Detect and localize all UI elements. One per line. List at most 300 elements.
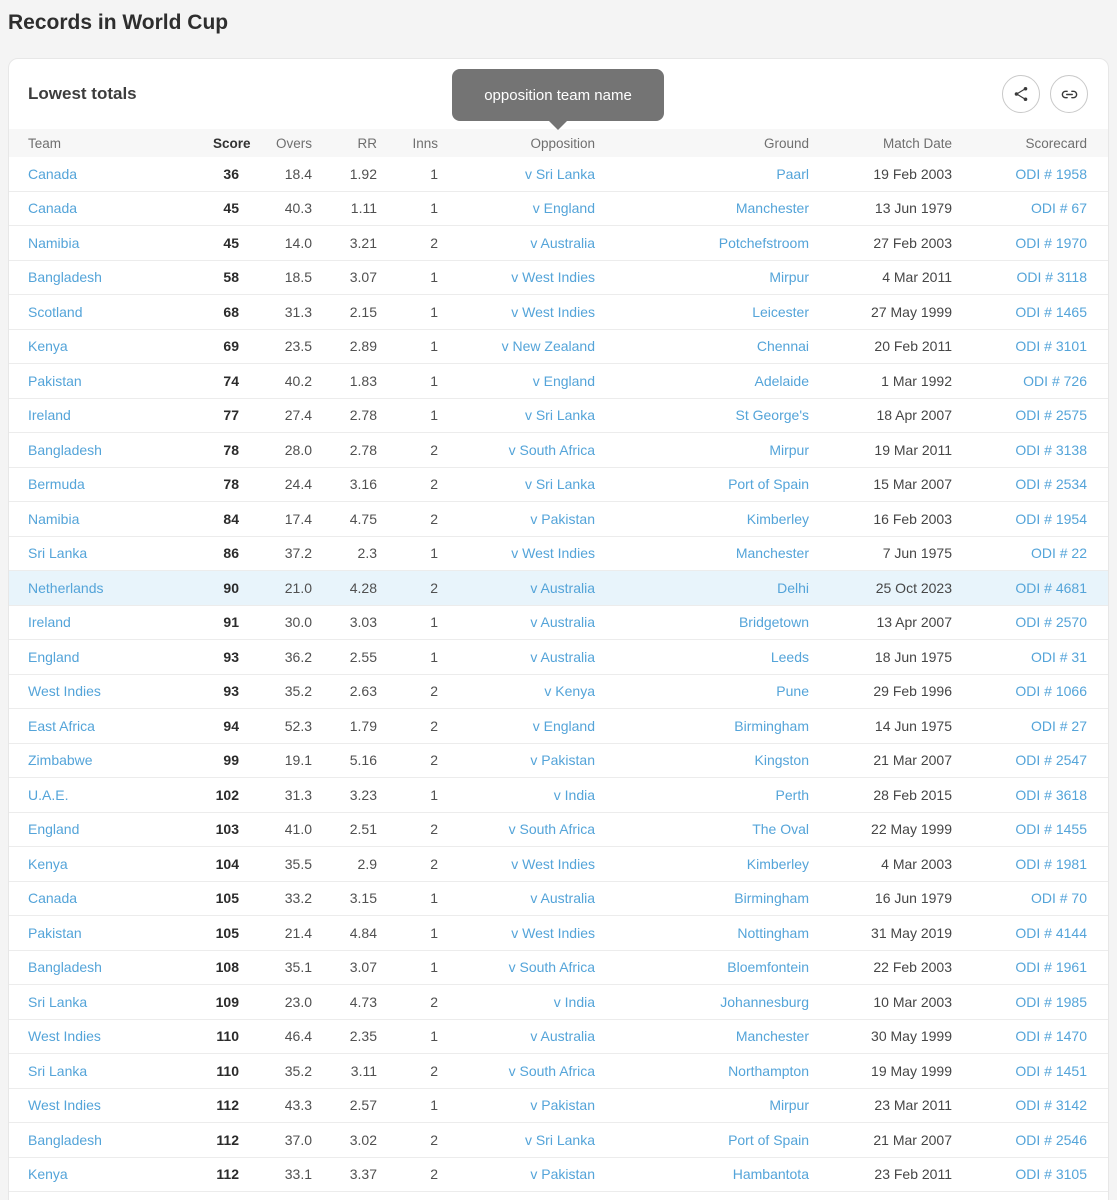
match-date-cell: 18 Apr 2007 [876, 407, 952, 424]
table-row [9, 1123, 1108, 1158]
innings-cell: 1 [430, 614, 438, 631]
match-date-cell: 19 Feb 2003 [873, 165, 952, 182]
table-row [9, 330, 1108, 365]
team-link[interactable]: Bangladesh [28, 1131, 102, 1148]
opposition-link[interactable]: v Pakistan [530, 1097, 595, 1114]
innings-cell: 2 [430, 1062, 438, 1079]
table-row [9, 1158, 1108, 1193]
scorecard-link[interactable]: ODI # 3142 [1015, 1097, 1087, 1114]
score-cell: 90 [223, 579, 239, 596]
innings-cell: 1 [430, 1097, 438, 1114]
page-title: Records in World Cup [8, 11, 229, 34]
team-link[interactable]: England [28, 821, 80, 838]
table-row [9, 364, 1108, 399]
copy-link-button[interactable] [1050, 75, 1088, 113]
innings-cell: 1 [430, 890, 438, 907]
scorecard-link[interactable]: ODI # 4681 [1015, 579, 1087, 596]
team-link[interactable]: Canada [28, 165, 78, 182]
overs-cell: 21.0 [284, 579, 312, 596]
opposition-link[interactable]: v South Africa [508, 821, 595, 838]
table-row [9, 640, 1108, 675]
overs-cell: 18.4 [284, 165, 312, 182]
overs-cell: 52.3 [284, 717, 312, 734]
team-link[interactable]: Canada [28, 890, 78, 907]
ground-link[interactable]: Adelaide [754, 372, 809, 389]
run-rate-cell: 2.51 [349, 821, 377, 838]
scorecard-link[interactable]: ODI # 1954 [1015, 510, 1087, 527]
ground-link[interactable]: Hambantota [732, 1166, 809, 1183]
scorecard-link[interactable]: ODI # 1985 [1015, 993, 1087, 1010]
innings-cell: 1 [430, 200, 438, 217]
overs-cell: 35.1 [284, 959, 312, 976]
scorecard-link[interactable]: ODI # 1961 [1015, 959, 1087, 976]
match-date-cell: 16 Jun 1979 [874, 890, 952, 907]
overs-cell: 37.2 [284, 545, 312, 562]
score-cell: 69 [223, 338, 239, 355]
opposition-link[interactable]: v Australia [530, 890, 595, 907]
table-row [9, 192, 1108, 227]
run-rate-cell: 3.07 [349, 269, 377, 286]
column-header-inns[interactable]: Inns [412, 135, 438, 151]
match-date-cell: 1 Mar 1992 [881, 372, 952, 389]
run-rate-cell: 4.75 [349, 510, 377, 527]
innings-cell: 1 [430, 648, 438, 665]
match-date-cell: 19 May 1999 [871, 1062, 952, 1079]
opposition-link[interactable]: v Pakistan [530, 510, 595, 527]
innings-cell: 1 [430, 545, 438, 562]
table-row [9, 571, 1108, 606]
ground-link[interactable]: St George's [735, 407, 809, 424]
team-link[interactable]: Bangladesh [28, 959, 102, 976]
ground-link[interactable]: Kingston [754, 752, 809, 769]
table-body [9, 157, 1108, 1192]
innings-cell: 2 [430, 1166, 438, 1183]
score-cell: 91 [223, 614, 239, 631]
scorecard-link[interactable]: ODI # 3105 [1015, 1166, 1087, 1183]
run-rate-cell: 1.11 [350, 200, 377, 217]
opposition-link[interactable]: v England [532, 200, 595, 217]
score-cell: 110 [216, 1062, 239, 1079]
scorecard-link[interactable]: ODI # 1958 [1015, 165, 1087, 182]
column-header-match-date[interactable]: Match Date [882, 135, 952, 151]
scorecard-link[interactable]: ODI # 1066 [1015, 683, 1087, 700]
table-row [9, 675, 1108, 710]
table-row [9, 157, 1108, 192]
opposition-link[interactable]: v New Zealand [501, 338, 595, 355]
run-rate-cell: 3.03 [349, 614, 377, 631]
score-cell: 77 [223, 407, 239, 424]
scorecard-link[interactable]: ODI # 1455 [1015, 821, 1087, 838]
overs-cell: 33.1 [284, 1166, 312, 1183]
team-link[interactable]: West Indies [28, 683, 101, 700]
score-cell: 105 [215, 924, 239, 941]
scorecard-link[interactable]: ODI # 1465 [1015, 303, 1087, 320]
opposition-link[interactable]: v South Africa [508, 1062, 595, 1079]
ground-link[interactable]: Delhi [777, 579, 809, 596]
score-cell: 78 [223, 476, 239, 493]
column-header-rr[interactable]: RR [357, 135, 377, 151]
opposition-link[interactable]: v Australia [530, 234, 595, 251]
scorecard-link[interactable]: ODI # 1970 [1015, 234, 1087, 251]
table-row [9, 778, 1108, 813]
table-row [9, 847, 1108, 882]
run-rate-cell: 3.07 [349, 959, 377, 976]
scorecard-link[interactable]: ODI # 22 [1030, 545, 1087, 562]
column-header-score[interactable]: Score [213, 135, 251, 151]
team-link[interactable]: Bangladesh [28, 269, 102, 286]
ground-link[interactable]: Perth [775, 786, 809, 803]
overs-cell: 17.4 [284, 510, 312, 527]
overs-cell: 35.2 [284, 1062, 312, 1079]
opposition-link[interactable]: v Kenya [544, 683, 595, 700]
team-link[interactable]: Netherlands [28, 579, 104, 596]
team-link[interactable]: West Indies [28, 1028, 101, 1045]
team-link[interactable]: England [28, 648, 80, 665]
run-rate-cell: 3.23 [349, 786, 377, 803]
overs-cell: 40.2 [284, 372, 312, 389]
ground-link[interactable]: Birmingham [734, 717, 809, 734]
opposition-link[interactable]: v Sri Lanka [524, 407, 595, 424]
scorecard-link[interactable]: ODI # 67 [1030, 200, 1087, 217]
innings-cell: 1 [430, 303, 438, 320]
innings-cell: 2 [430, 441, 438, 458]
score-cell: 112 [216, 1097, 239, 1114]
overs-cell: 37.0 [284, 1131, 312, 1148]
team-link[interactable]: U.A.E. [28, 786, 69, 803]
overs-cell: 31.3 [284, 303, 312, 320]
score-cell: 112 [216, 1166, 239, 1183]
score-cell: 103 [215, 821, 239, 838]
match-date-cell: 14 Jun 1975 [874, 717, 952, 734]
overs-cell: 21.4 [284, 924, 312, 941]
overs-cell: 40.3 [284, 200, 312, 217]
opposition-link[interactable]: v India [553, 993, 595, 1010]
ground-link[interactable]: Manchester [735, 1028, 809, 1045]
innings-cell: 2 [430, 821, 438, 838]
innings-cell: 1 [430, 407, 438, 424]
ground-link[interactable]: Kimberley [746, 510, 809, 527]
innings-cell: 1 [430, 1028, 438, 1045]
run-rate-cell: 5.16 [349, 752, 377, 769]
table-row [9, 882, 1108, 917]
run-rate-cell: 2.55 [349, 648, 377, 665]
match-date-cell: 15 Mar 2007 [873, 476, 952, 493]
table-row [9, 1089, 1108, 1124]
team-link[interactable]: Namibia [28, 234, 80, 251]
opposition-link[interactable]: v Australia [530, 614, 595, 631]
score-cell: 36 [223, 165, 239, 182]
overs-cell: 43.3 [284, 1097, 312, 1114]
overs-cell: 35.5 [284, 855, 312, 872]
opposition-link[interactable]: v South Africa [508, 959, 595, 976]
ground-link[interactable]: Paarl [776, 165, 809, 182]
innings-cell: 1 [430, 924, 438, 941]
innings-cell: 1 [430, 165, 438, 182]
table-row [9, 744, 1108, 779]
scorecard-link[interactable]: ODI # 1981 [1015, 855, 1087, 872]
run-rate-cell: 2.78 [349, 407, 377, 424]
overs-cell: 27.4 [284, 407, 312, 424]
run-rate-cell: 3.16 [349, 476, 377, 493]
innings-cell: 2 [430, 510, 438, 527]
overs-cell: 31.3 [284, 786, 312, 803]
overs-cell: 46.4 [284, 1028, 312, 1045]
opposition-link[interactable]: v West Indies [511, 855, 595, 872]
team-link[interactable]: East Africa [28, 717, 95, 734]
table-row [9, 295, 1108, 330]
run-rate-cell: 3.11 [350, 1062, 377, 1079]
opposition-link[interactable]: v Pakistan [530, 752, 595, 769]
match-date-cell: 10 Mar 2003 [873, 993, 952, 1010]
innings-cell: 2 [430, 683, 438, 700]
team-link[interactable]: Bangladesh [28, 441, 102, 458]
link-icon [1060, 85, 1079, 104]
score-cell: 78 [223, 441, 239, 458]
team-link[interactable]: Ireland [28, 407, 71, 424]
score-cell: 110 [216, 1028, 239, 1045]
match-date-cell: 28 Feb 2015 [873, 786, 952, 803]
ground-link[interactable]: Port of Spain [728, 476, 809, 493]
match-date-cell: 4 Mar 2003 [881, 855, 952, 872]
overs-cell: 41.0 [284, 821, 312, 838]
match-date-cell: 13 Jun 1979 [874, 200, 952, 217]
scorecard-link[interactable]: ODI # 3618 [1015, 786, 1087, 803]
scorecard-link[interactable]: ODI # 726 [1023, 372, 1087, 389]
score-cell: 112 [216, 1131, 239, 1148]
table-row [9, 951, 1108, 986]
ground-link[interactable]: Mirpur [769, 441, 809, 458]
ground-link[interactable]: Nottingham [737, 924, 809, 941]
ground-link[interactable]: Chennai [756, 338, 809, 355]
table-row [9, 502, 1108, 537]
match-date-cell: 31 May 2019 [871, 924, 952, 941]
team-link[interactable]: Canada [28, 200, 78, 217]
table-row [9, 1020, 1108, 1055]
match-date-cell: 27 May 1999 [871, 303, 952, 320]
innings-cell: 2 [430, 234, 438, 251]
team-link[interactable]: Namibia [28, 510, 80, 527]
run-rate-cell: 3.15 [349, 890, 377, 907]
opposition-link[interactable]: v Australia [530, 579, 595, 596]
overs-cell: 33.2 [284, 890, 312, 907]
match-date-cell: 18 Jun 1975 [874, 648, 952, 665]
ground-link[interactable]: Bridgetown [738, 614, 809, 631]
run-rate-cell: 1.83 [349, 372, 377, 389]
run-rate-cell: 2.3 [357, 545, 377, 562]
run-rate-cell: 1.79 [349, 717, 377, 734]
opposition-link[interactable]: v Pakistan [530, 1166, 595, 1183]
overs-cell: 28.0 [284, 441, 312, 458]
innings-cell: 2 [430, 855, 438, 872]
column-header-opposition[interactable]: Opposition [530, 135, 595, 151]
run-rate-cell: 2.78 [349, 441, 377, 458]
match-date-cell: 22 May 1999 [871, 821, 952, 838]
scorecard-link[interactable]: ODI # 1451 [1015, 1062, 1087, 1079]
innings-cell: 2 [430, 752, 438, 769]
innings-cell: 1 [430, 959, 438, 976]
scorecard-link[interactable]: ODI # 2546 [1015, 1131, 1087, 1148]
score-cell: 58 [223, 269, 239, 286]
match-date-cell: 20 Feb 2011 [874, 338, 952, 355]
score-cell: 102 [215, 786, 239, 803]
score-cell: 99 [223, 752, 239, 769]
column-header-team[interactable]: Team [28, 135, 62, 151]
run-rate-cell: 2.35 [349, 1028, 377, 1045]
table-row [9, 985, 1108, 1020]
share-icon [1012, 85, 1030, 103]
score-cell: 94 [223, 717, 239, 734]
run-rate-cell: 1.92 [349, 165, 377, 182]
column-header-overs[interactable]: Overs [275, 135, 312, 151]
opposition-link[interactable]: v West Indies [511, 924, 595, 941]
run-rate-cell: 3.21 [349, 234, 377, 251]
opposition-link[interactable]: v England [532, 717, 595, 734]
match-date-cell: 25 Oct 2023 [875, 579, 952, 596]
table-row [9, 606, 1108, 641]
ground-link[interactable]: Mirpur [769, 269, 809, 286]
innings-cell: 2 [430, 579, 438, 596]
team-link[interactable]: Bermuda [28, 476, 85, 493]
card-actions [1002, 75, 1088, 113]
match-date-cell: 16 Feb 2003 [873, 510, 952, 527]
scorecard-link[interactable]: ODI # 3118 [1016, 269, 1087, 286]
opposition-link[interactable]: v West Indies [511, 269, 595, 286]
opposition-link[interactable]: v Australia [530, 1028, 595, 1045]
opposition-link[interactable]: v Sri Lanka [524, 165, 595, 182]
table-row [9, 468, 1108, 503]
ground-link[interactable]: Port of Spain [728, 1131, 809, 1148]
ground-link[interactable]: Manchester [735, 200, 809, 217]
scorecard-link[interactable]: ODI # 31 [1030, 648, 1087, 665]
ground-link[interactable]: Leicester [752, 303, 809, 320]
ground-link[interactable]: Manchester [735, 545, 809, 562]
score-cell: 93 [223, 648, 239, 665]
overs-cell: 23.5 [284, 338, 312, 355]
team-link[interactable]: Pakistan [28, 372, 82, 389]
table-row [9, 709, 1108, 744]
score-cell: 86 [223, 545, 239, 562]
innings-cell: 1 [430, 786, 438, 803]
scorecard-link[interactable]: ODI # 27 [1030, 717, 1087, 734]
score-cell: 68 [223, 303, 239, 320]
opposition-link[interactable]: v Sri Lanka [524, 1131, 595, 1148]
opposition-link[interactable]: v West Indies [511, 303, 595, 320]
scorecard-link[interactable]: ODI # 2570 [1015, 614, 1087, 631]
overs-cell: 35.2 [284, 683, 312, 700]
ground-link[interactable]: Mirpur [769, 1097, 809, 1114]
opposition-link[interactable]: v West Indies [511, 545, 595, 562]
overs-cell: 18.5 [284, 269, 312, 286]
scorecard-link[interactable]: ODI # 70 [1030, 890, 1087, 907]
run-rate-cell: 2.89 [349, 338, 377, 355]
scorecard-link[interactable]: ODI # 2534 [1015, 476, 1087, 493]
score-cell: 108 [215, 959, 239, 976]
ground-link[interactable]: Kimberley [746, 855, 809, 872]
run-rate-cell: 2.63 [349, 683, 377, 700]
ground-link[interactable]: Pune [776, 683, 809, 700]
scorecard-link[interactable]: ODI # 1470 [1015, 1028, 1087, 1045]
match-date-cell: 29 Feb 1996 [873, 683, 952, 700]
team-link[interactable]: Zimbabwe [28, 752, 93, 769]
team-link[interactable]: Ireland [28, 614, 71, 631]
records-card [8, 58, 1109, 1200]
team-link[interactable]: Kenya [28, 1166, 68, 1183]
score-cell: 84 [223, 510, 239, 527]
opposition-link[interactable]: v England [532, 372, 595, 389]
match-date-cell: 23 Feb 2011 [874, 1166, 952, 1183]
score-cell: 45 [223, 234, 239, 251]
match-date-cell: 23 Mar 2011 [874, 1097, 952, 1114]
table-row [9, 1054, 1108, 1089]
score-cell: 109 [215, 993, 239, 1010]
score-cell: 105 [215, 890, 239, 907]
score-cell: 74 [223, 372, 239, 389]
ground-link[interactable]: The Oval [752, 821, 809, 838]
scorecard-link[interactable]: ODI # 2547 [1015, 752, 1087, 769]
overs-cell: 36.2 [284, 648, 312, 665]
run-rate-cell: 2.9 [357, 855, 377, 872]
match-date-cell: 30 May 1999 [871, 1028, 952, 1045]
team-link[interactable]: Kenya [28, 855, 68, 872]
innings-cell: 2 [430, 1131, 438, 1148]
share-button[interactable] [1002, 75, 1040, 113]
opposition-link[interactable]: v Australia [530, 648, 595, 665]
innings-cell: 2 [430, 717, 438, 734]
team-link[interactable]: Sri Lanka [28, 1062, 88, 1079]
scorecard-link[interactable]: ODI # 4144 [1015, 924, 1087, 941]
ground-link[interactable]: Potchefstroom [718, 234, 809, 251]
team-link[interactable]: Sri Lanka [28, 545, 88, 562]
table-row [9, 537, 1108, 572]
tooltip-text: opposition team name [484, 86, 632, 104]
ground-link[interactable]: Bloemfontein [727, 959, 809, 976]
run-rate-cell: 2.15 [349, 303, 377, 320]
scorecard-link[interactable]: ODI # 3101 [1015, 338, 1087, 355]
team-link[interactable]: Pakistan [28, 924, 82, 941]
team-link[interactable]: Sri Lanka [28, 993, 88, 1010]
table-row [9, 916, 1108, 951]
match-date-cell: 19 Mar 2011 [874, 441, 952, 458]
table-row [9, 433, 1108, 468]
innings-cell: 1 [430, 372, 438, 389]
overs-cell: 19.1 [284, 752, 312, 769]
card-title: Lowest totals [28, 84, 137, 103]
match-date-cell: 13 Apr 2007 [876, 614, 952, 631]
team-link[interactable]: Kenya [28, 338, 68, 355]
opposition-link[interactable]: v Sri Lanka [524, 476, 595, 493]
ground-link[interactable]: Northampton [728, 1062, 809, 1079]
match-date-cell: 7 Jun 1975 [882, 545, 952, 562]
column-header-ground[interactable]: Ground [763, 135, 809, 151]
overs-cell: 14.0 [284, 234, 312, 251]
score-cell: 45 [223, 200, 239, 217]
team-link[interactable]: West Indies [28, 1097, 101, 1114]
table-row [9, 813, 1108, 848]
opposition-link[interactable]: v India [553, 786, 595, 803]
ground-link[interactable]: Johannesburg [720, 993, 809, 1010]
opposition-link[interactable]: v South Africa [508, 441, 595, 458]
ground-link[interactable]: Birmingham [734, 890, 809, 907]
scorecard-link[interactable]: ODI # 2575 [1015, 407, 1087, 424]
scorecard-link[interactable]: ODI # 3138 [1015, 441, 1087, 458]
column-header-scorecard[interactable]: Scorecard [1025, 135, 1087, 151]
table-header [9, 129, 1108, 157]
match-date-cell: 4 Mar 2011 [882, 269, 952, 286]
overs-cell: 24.4 [284, 476, 312, 493]
innings-cell: 1 [430, 269, 438, 286]
team-link[interactable]: Scotland [28, 303, 83, 320]
ground-link[interactable]: Leeds [770, 648, 809, 665]
